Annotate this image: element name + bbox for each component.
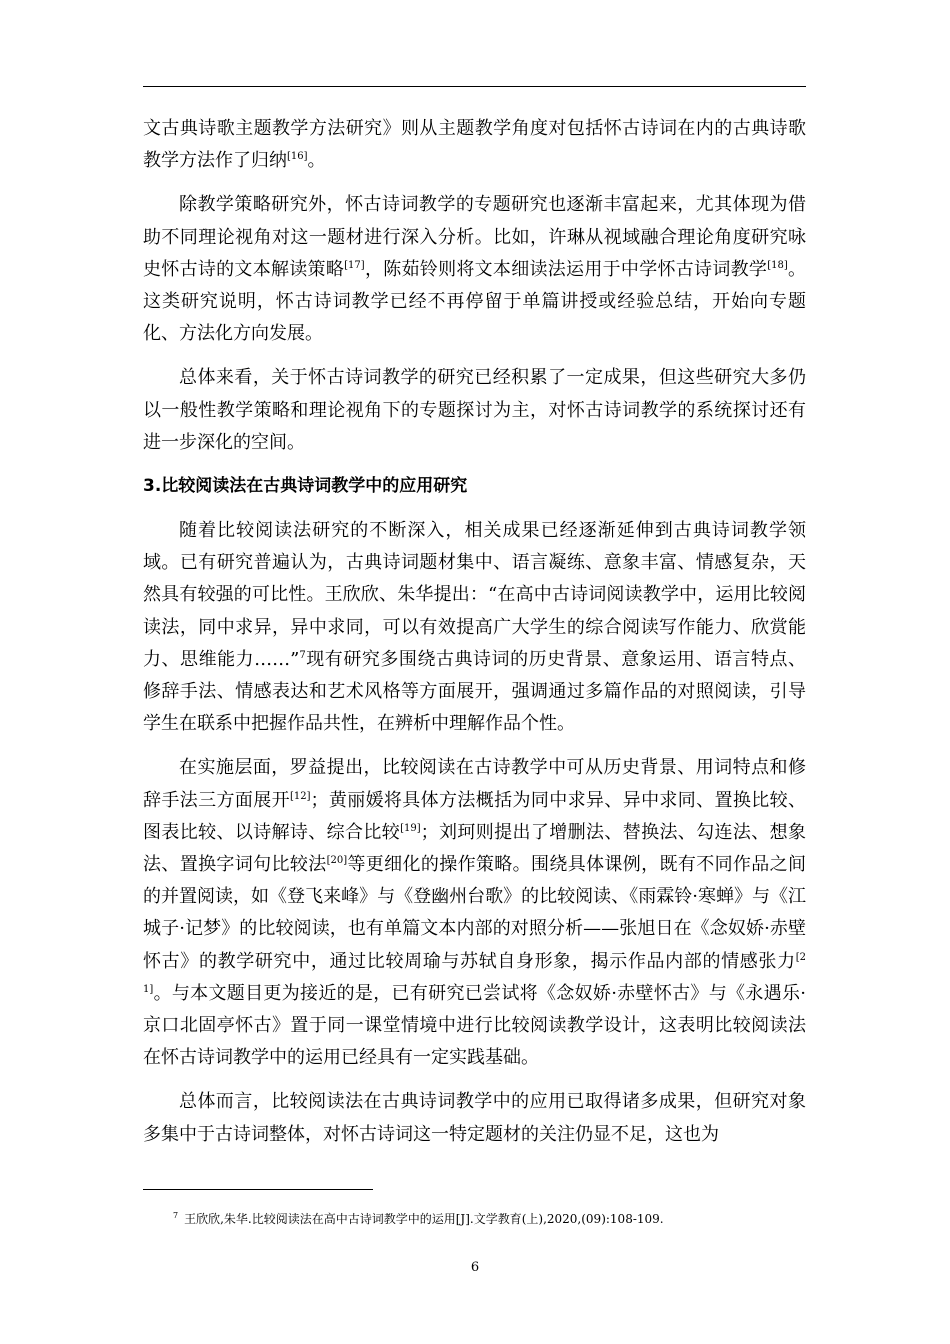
- paragraph-text: 文古典诗歌主题教学方法研究》则从主题教学角度对包括怀古诗词在内的古典诗歌教学方法作了归纳: [143, 118, 806, 172]
- paragraph-group-1: [143, 113, 806, 459]
- footnote-rule: [143, 1189, 373, 1190]
- page-number: 6: [470, 1260, 480, 1275]
- paragraph-text: ；黄丽媛将具体方法概括为同中求异、异中求同、置换比较、图表比较、以诗解诗、综合比较: [143, 789, 807, 843]
- paragraph-text: 总体而言，比较阅读法在古典诗词教学中的应用已取得诸多成果，但研究对象多集中于古诗词整体，对怀古诗词这一特定题材的关注仍显不足，这也为: [143, 1091, 806, 1145]
- paragraph: [143, 515, 806, 740]
- paragraph-text: 随着比较阅读法研究的不断深入，相关成果已经逐渐延伸到古典诗词教学领域。已有研究普遍认为，古典诗词题材集中、语言凝练、意象丰富、情感复杂，天然具有较强的可比性。王欣欣、朱华提出：“在高中古诗词阅读教学中，运用比较阅读法，同中求异，异中求同，可以有效提高广大学生的综合阅读写作能力、欣赏能力、思维能力……”: [143, 520, 806, 670]
- citation-marker: [18]: [767, 259, 788, 271]
- citation-marker: [17]: [344, 259, 365, 271]
- footnote-mark: 7: [173, 1211, 179, 1220]
- paragraph: [143, 113, 806, 177]
- citation-marker: [21]: [143, 951, 806, 995]
- citation-marker: [19]: [400, 822, 421, 834]
- paragraph-text: 在实施层面，罗益提出，比较阅读在古诗教学中可从历史背景、用词特点和修辞手法三方面展开: [143, 757, 806, 811]
- section-heading: 3.比较阅读法在古典诗词教学中的应用研究: [143, 476, 468, 497]
- paragraph-text: 等更细化的操作策略。围绕具体课例，既有不同作品之间的并置阅读，如《登飞来峰》与《登幽州台歌》的比较阅读、《雨霖铃·寒蝉》与《江城子·记梦》的比较阅读，也有单篇文本内部的对照分析——张旭日在《念奴娇·赤壁怀古》的教学研究中，通过比较周瑜与苏轼自身形象，揭示作品内部的情感张力: [143, 854, 806, 972]
- header-rule: [143, 86, 806, 87]
- paragraph-text: 总体来看，关于怀古诗词教学的研究已经积累了一定成果，但这些研究大多仍以一般性教学策略和理论视角下的专题探讨为主，对怀古诗词教学的系统探讨还有进一步深化的空间。: [143, 367, 806, 453]
- paragraph-text: ，陈茹铃则将文本细读法运用于中学怀古诗词教学: [364, 258, 768, 280]
- citation-marker: [12]: [289, 790, 311, 802]
- paragraph-text: 。: [307, 150, 326, 172]
- body-text: [143, 113, 806, 1163]
- paragraph-text: 现有研究多围绕古典诗词的历史背景、意象运用、语言特点、修辞手法、情感表达和艺术风格等方面展开，强调通过多篇作品的对照阅读，引导学生在联系中把握作品共性，在辨析中理解作品个性。: [143, 648, 807, 735]
- citation-marker: [16]: [287, 151, 308, 163]
- paragraph: [143, 362, 806, 459]
- paragraph: [143, 1086, 806, 1150]
- footnote-text: 王欣欣,朱华.比较阅读法在高中古诗词教学中的运用[J].文学教育(上),2020,(09):108-109.: [184, 1212, 664, 1226]
- paragraph-text: ；刘珂则提出了增删法、替换法、勾连法、想象法、置换字词句比较法: [143, 821, 807, 876]
- footnote: [173, 1207, 793, 1228]
- paragraph-group-2: [143, 515, 806, 1151]
- paragraph-text: 。这类研究说明，怀古诗词教学已经不再停留于单篇讲授或经验总结，开始向专题化、方法化方向发展。: [143, 258, 807, 345]
- citation-marker: 7: [299, 649, 306, 661]
- paragraph-text: 除教学策略研究外，怀古诗词教学的专题研究也逐渐丰富起来，尤其体现为借助不同理论视角对这一题材进行深入分析。比如，许琳从视域融合理论角度研究咏史怀古诗的文本解读策略: [143, 194, 806, 280]
- citation-marker: [20]: [326, 855, 348, 867]
- paragraph: [143, 189, 806, 350]
- paragraph-text: 。与本文题目更为接近的是，已有研究已尝试将《念奴娇·赤壁怀古》与《永遇乐·京口北固亭怀古》置于同一课堂情境中进行比较阅读教学设计，这表明比较阅读法在怀古诗词教学中的运用已经具有一定实践基础。: [143, 982, 806, 1069]
- paragraph: [143, 752, 806, 1074]
